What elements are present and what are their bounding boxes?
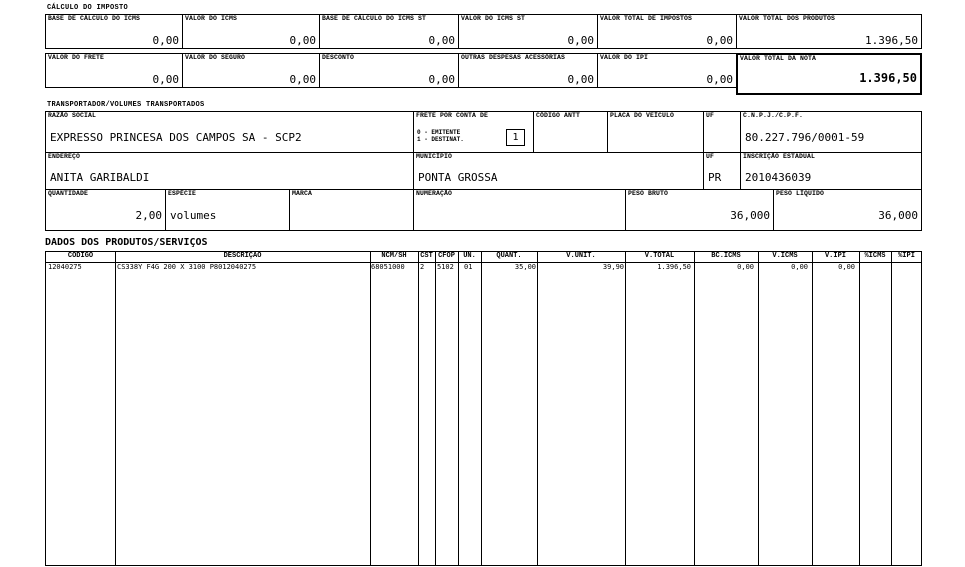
field-value: 0,00 xyxy=(289,34,316,47)
col-header-descricao: DESCRIÇÃO xyxy=(223,252,262,260)
quantidade-cell xyxy=(45,189,166,231)
field-value: 0,00 xyxy=(706,34,733,47)
valor-icms-st-cell xyxy=(458,14,598,49)
field-label: VALOR TOTAL DA NOTA xyxy=(740,55,817,62)
field-value: 0,00 xyxy=(152,34,179,47)
field-label: VALOR DO IPI xyxy=(600,54,649,61)
column-divider xyxy=(481,252,482,565)
field-value: 0,00 xyxy=(428,73,455,86)
col-header-bcicms: BC.ICMS xyxy=(711,252,741,260)
municipio-cell xyxy=(413,152,704,190)
numeracao-cell xyxy=(413,189,626,231)
uf-veiculo-cell xyxy=(703,111,741,153)
cell-un: 01 xyxy=(464,263,473,271)
field-value: 0,00 xyxy=(428,34,455,47)
imposto-section-title: CÁLCULO DO IMPOSTO xyxy=(47,4,129,12)
column-divider xyxy=(418,252,419,565)
column-divider xyxy=(115,252,116,565)
column-divider xyxy=(435,252,436,565)
col-header-cfop: CFOP xyxy=(438,252,455,260)
marca-cell xyxy=(289,189,414,231)
field-label: UF xyxy=(706,112,715,119)
column-divider xyxy=(458,252,459,565)
frete-option-1: 1 - DESTINAT. xyxy=(417,136,464,143)
field-label: INSCRIÇÃO ESTADUAL xyxy=(743,153,816,160)
field-value: 0,00 xyxy=(152,73,179,86)
field-label: CÓDIGO ANTT xyxy=(536,112,581,119)
field-label: RAZÃO SOCIAL xyxy=(48,112,97,119)
cell-descricao: CS338Y F4G 200 X 3100 P8012040275 xyxy=(117,263,257,271)
especie-cell xyxy=(165,189,290,231)
field-label: VALOR DO FRETE xyxy=(48,54,105,61)
column-divider xyxy=(537,252,538,565)
field-value: 0,00 xyxy=(706,73,733,86)
peso-liquido-cell xyxy=(773,189,922,231)
table-row xyxy=(46,263,921,274)
base-calculo-icms-cell xyxy=(45,14,183,49)
field-label: DESCONTO xyxy=(322,54,355,61)
valor-total-nota-value: 1.396,50 xyxy=(859,71,917,85)
field-label: UF xyxy=(706,153,715,160)
field-label: MARCA xyxy=(292,190,313,197)
valor-total-impostos-cell xyxy=(597,14,737,49)
inscricao-estadual-cell xyxy=(740,152,922,190)
col-header-pipi: %IPI xyxy=(898,252,915,260)
field-label: OUTRAS DESPESAS ACESSÓRIAS xyxy=(461,54,566,61)
field-label: VALOR TOTAL DOS PRODUTOS xyxy=(739,15,836,22)
field-label: PESO BRUTO xyxy=(628,190,669,197)
cell-vipi: 0,00 xyxy=(838,263,855,271)
cell-ncm: 68051000 xyxy=(371,263,405,271)
razao-social-cell xyxy=(45,111,414,153)
valor-total-produtos-cell xyxy=(736,14,922,49)
peso-bruto-cell xyxy=(625,189,774,231)
col-header-ncm: NCM/SH xyxy=(381,252,407,260)
desconto-cell xyxy=(319,53,459,88)
inscricao-estadual-value: 2010436039 xyxy=(745,171,812,184)
valor-ipi-cell xyxy=(597,53,737,88)
field-label: ENDEREÇO xyxy=(48,153,81,160)
valor-seguro-cell xyxy=(182,53,320,88)
cell-vunit: 39,90 xyxy=(602,263,624,271)
column-divider xyxy=(694,252,695,565)
produtos-section-title: DADOS DOS PRODUTOS/SERVIÇOS xyxy=(45,237,208,248)
field-value: 1.396,50 xyxy=(865,34,918,47)
outras-despesas-cell xyxy=(458,53,598,88)
column-divider xyxy=(625,252,626,565)
field-value: 0,00 xyxy=(289,73,316,86)
endereco-cell xyxy=(45,152,414,190)
field-label: MUNICÍPIO xyxy=(416,153,453,160)
field-label: NUMERAÇÃO xyxy=(416,190,453,197)
quantidade-value: 2,00 xyxy=(135,209,162,222)
frete-option-0: 0 - EMITENTE xyxy=(417,129,461,136)
cell-bcicms: 0,00 xyxy=(737,263,754,271)
codigo-antt-cell xyxy=(533,111,608,153)
field-label: ESPÉCIE xyxy=(168,190,197,197)
cell-cst: 2 xyxy=(420,263,425,271)
col-header-vtotal: V.TOTAL xyxy=(644,252,675,260)
valor-frete-cell xyxy=(45,53,183,88)
field-label: C.N.P.J./C.P.F. xyxy=(743,112,804,119)
cell-vicms: 0,00 xyxy=(791,263,808,271)
field-label: VALOR DO ICMS xyxy=(185,15,238,22)
uf-cell xyxy=(703,152,741,190)
col-header-un: UN. xyxy=(463,252,476,260)
column-divider xyxy=(758,252,759,565)
valor-total-nota-cell xyxy=(736,53,922,95)
cell-vtotal: 1.396,50 xyxy=(657,263,691,271)
column-divider xyxy=(859,252,860,565)
produtos-table xyxy=(45,251,922,566)
transportador-section-title: TRANSPORTADOR/VOLUMES TRANSPORTADOS xyxy=(47,101,205,109)
col-header-picms: %ICMS xyxy=(864,252,886,260)
column-divider xyxy=(370,252,371,565)
field-label: VALOR DO ICMS ST xyxy=(461,15,526,22)
col-header-cst: CST xyxy=(420,252,433,260)
cell-codigo: 12040275 xyxy=(48,263,82,271)
field-label: VALOR TOTAL DE IMPOSTOS xyxy=(600,15,693,22)
col-header-quant: QUANT. xyxy=(496,252,522,260)
field-label: FRETE POR CONTA DE xyxy=(416,112,489,119)
placa-veiculo-cell xyxy=(607,111,704,153)
field-value: 0,00 xyxy=(567,73,594,86)
endereco-value: ANITA GARIBALDI xyxy=(50,171,150,184)
cnpj-value: 80.227.796/0001-59 xyxy=(745,131,865,144)
field-label: BASE DE CÁLCULO DO ICMS ST xyxy=(322,15,427,22)
uf-value: PR xyxy=(708,171,722,184)
col-header-codigo: CÓDIGO xyxy=(67,252,94,260)
razao-social-value: EXPRESSO PRINCESA DOS CAMPOS SA - SCP2 xyxy=(50,131,302,144)
field-label: BASE DE CÁLCULO DO ICMS xyxy=(48,15,141,22)
cell-cfop: 5102 xyxy=(437,263,454,271)
peso-liquido-value: 36,000 xyxy=(878,209,918,222)
cnpj-cell xyxy=(740,111,922,153)
column-divider xyxy=(891,252,892,565)
especie-value: volumes xyxy=(170,209,217,222)
valor-icms-cell xyxy=(182,14,320,49)
col-header-vipi: V.IPI xyxy=(824,252,846,260)
cell-quant: 35,00 xyxy=(514,263,536,271)
column-divider xyxy=(812,252,813,565)
base-calculo-icms-st-cell xyxy=(319,14,459,49)
field-label: QUANTIDADE xyxy=(48,190,89,197)
peso-bruto-value: 36,000 xyxy=(730,209,770,222)
municipio-value: PONTA GROSSA xyxy=(418,171,498,184)
frete-modalidade-value: 1 xyxy=(506,129,525,146)
col-header-vicms: V.ICMS xyxy=(772,252,798,260)
field-label: PLACA DO VEÍCULO xyxy=(610,112,675,119)
field-label: PESO LÍQUIDO xyxy=(776,190,825,197)
frete-por-conta-cell xyxy=(413,111,534,153)
field-value: 0,00 xyxy=(567,34,594,47)
col-header-vunit: V.UNIT. xyxy=(566,252,596,260)
field-label: VALOR DO SEGURO xyxy=(185,54,246,61)
